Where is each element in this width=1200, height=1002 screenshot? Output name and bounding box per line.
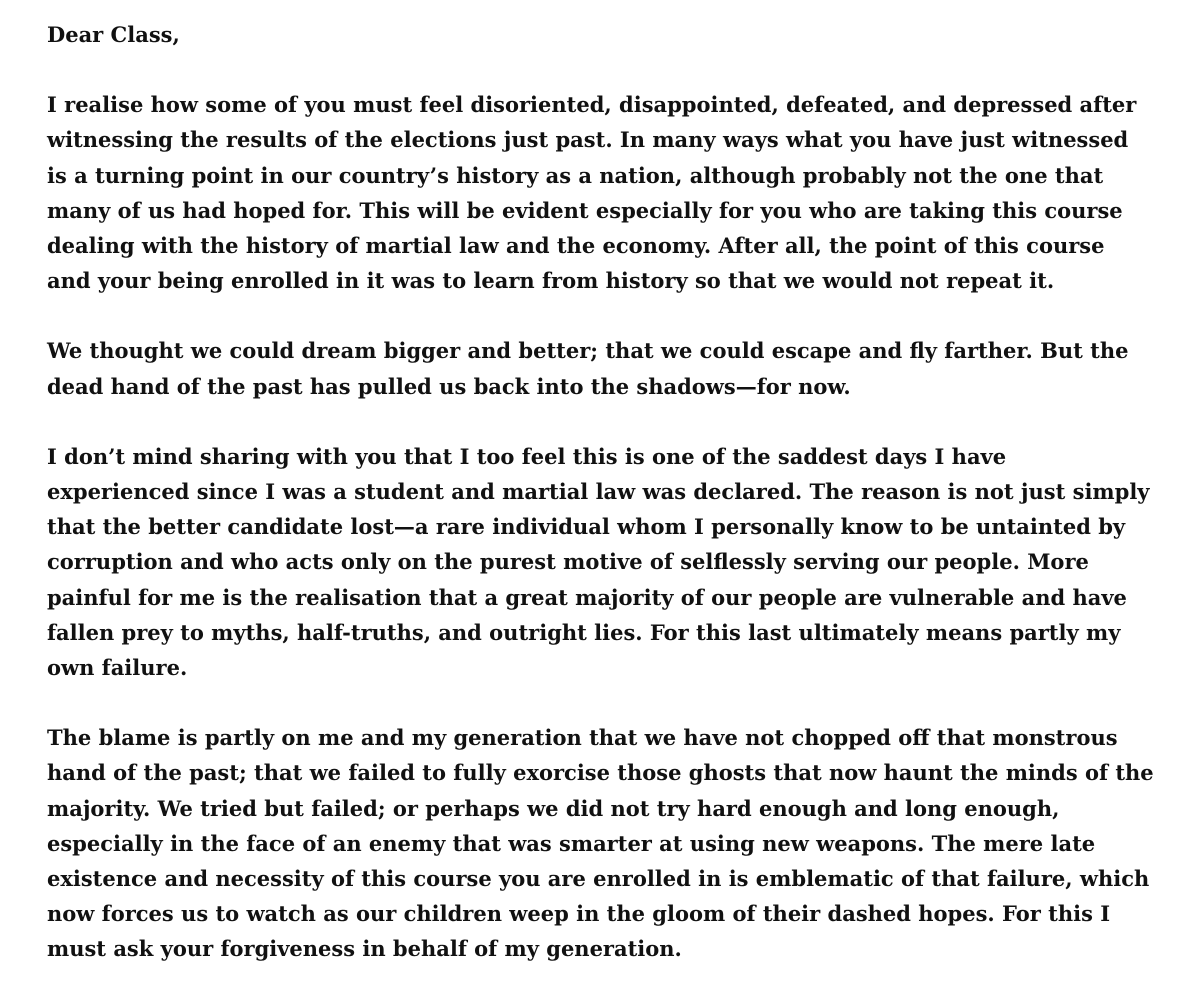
paragraph-line: dead hand of the past has pulled us back into the shadows—for now. [47, 373, 851, 399]
paragraph-line: dealing with the history of martial law and the economy. After all, the point of this course [47, 233, 1105, 259]
paragraph-3 [47, 439, 1167, 685]
paragraph-1 [47, 87, 1167, 298]
paragraph-line: and your being enrolled in it was to learn from history so that we would not repeat it. [47, 268, 1055, 294]
paragraph-line: We thought we could dream bigger and better; that we could escape and fly farther. But the [47, 338, 1129, 364]
letter-body [47, 17, 1167, 1002]
paragraph-line: especially in the face of an enemy that was smarter at using new weapons. The mere late [47, 830, 1096, 856]
paragraph-line: painful for me is the realisation that a great majority of our people are vulnerable and have [47, 584, 1127, 610]
paragraph-line: witnessing the results of the elections just past. In many ways what you have just witnessed [47, 127, 1129, 153]
paragraph-line: must ask your forgiveness in behalf of my generation. [47, 936, 682, 962]
paragraph-line: majority. We tried but failed; or perhaps we did not try hard enough and long enough, [47, 795, 1060, 821]
paragraph-line: corruption and who acts only on the purest motive of selflessly serving our people. More [47, 549, 1089, 575]
paragraph-4 [47, 720, 1167, 966]
paragraph-line: experienced since I was a student and martial law was declared. The reason is not just simply [47, 479, 1150, 505]
paragraph-line: many of us had hoped for. This will be evident especially for you who are taking this course [47, 197, 1123, 223]
paragraph-2 [47, 333, 1167, 403]
paragraph-line: is a turning point in our country’s history as a nation, although probably not the one that [47, 162, 1104, 188]
paragraph-line: I realise how some of you must feel disoriented, disappointed, defeated, and depressed after [47, 92, 1137, 118]
paragraph-line: now forces us to watch as our children weep in the gloom of their dashed hopes. For this I [47, 901, 1111, 927]
paragraph-line: that the better candidate lost—a rare individual whom I personally know to be untainted by [47, 514, 1126, 540]
paragraph-line: The blame is partly on me and my generation that we have not chopped off that monstrous [47, 725, 1118, 751]
paragraph-line: fallen prey to myths, half-truths, and outright lies. For this last ultimately means partly my [47, 619, 1121, 645]
salutation: Dear Class, [47, 22, 180, 47]
paragraph-line: own failure. [47, 655, 188, 681]
paragraph-line: I don’t mind sharing with you that I too feel this is one of the saddest days I have [47, 443, 1007, 469]
paragraph-line: existence and necessity of this course you are enrolled in is emblematic of that failure, which [47, 866, 1150, 892]
paragraph-line: hand of the past; that we failed to fully exorcise those ghosts that now haunt the minds of the [47, 760, 1154, 786]
